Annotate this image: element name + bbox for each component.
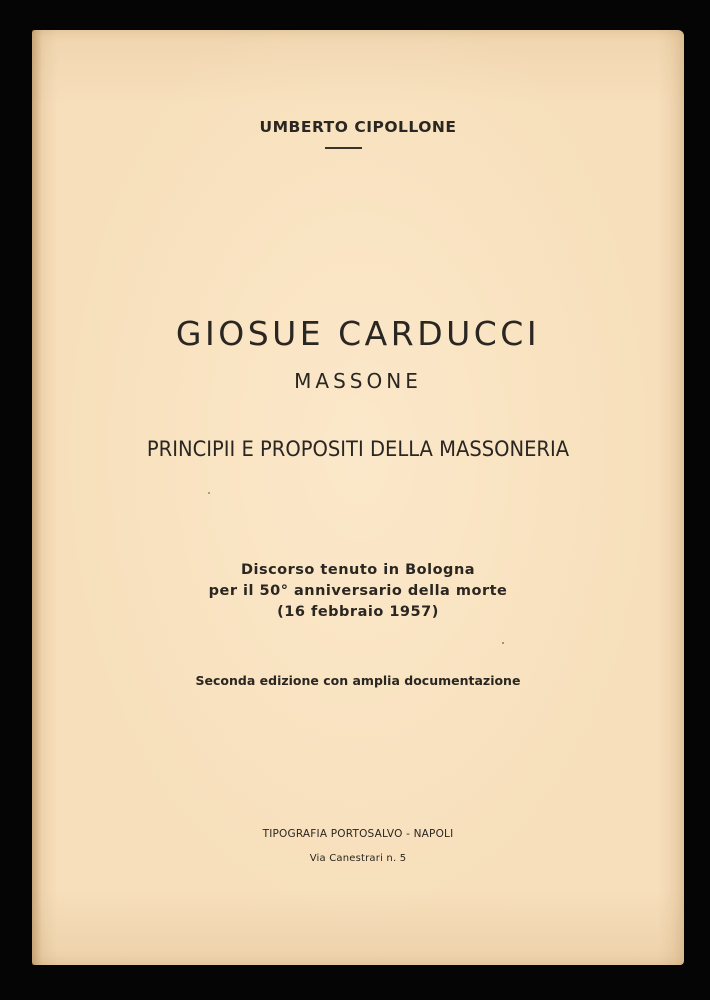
speech-line: per il 50° anniversario della morte [208,583,508,599]
author-name: UMBERTO CIPOLLONE [259,118,457,136]
printer-name: TIPOGRAFIA PORTOSALVO - NAPOLI [262,828,454,840]
book-secondary-title: PRINCIPII E PROPOSITI DELLA MASSONERIA [146,437,570,461]
edition-note: Seconda edizione con amplia documentazione [195,673,521,688]
book-subtitle: MASSONE [294,369,422,393]
cover-spine-shadow [32,30,42,965]
book-title: GIOSUE CARDUCCI [175,314,541,353]
author-divider [325,147,362,149]
paper-speck [502,642,504,644]
speech-line: (16 febbraio 1957) [277,604,439,620]
book-cover [32,30,684,965]
printer-address: Via Canestrari n. 5 [309,853,407,864]
paper-speck [208,492,210,494]
speech-line: Discorso tenuto in Bologna [240,562,476,578]
speech-description [32,560,684,623]
